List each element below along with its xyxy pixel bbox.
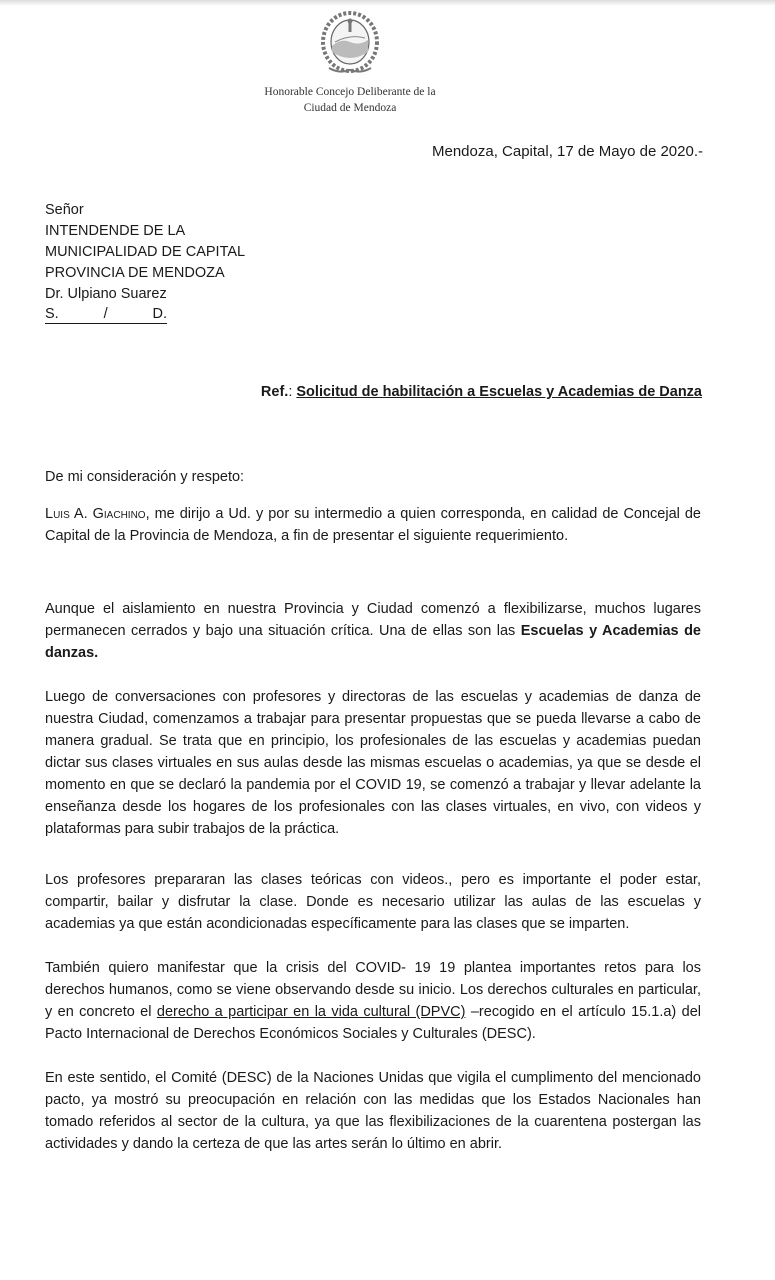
paragraph-4-after: –recogido en el artículo 15.1.a) del Pacto Internacional de Derechos Económicos Sociales y Culturales (DESC). — [45, 1004, 701, 1042]
paragraph-4-before: También quiero manifestar que la crisis del COVID- 19 19 plantea importantes retos para los derechos humanos, como se viene observando desde su inicio. Los derechos culturales en particular, y en concreto el — [45, 960, 701, 1020]
intro-paragraph — [45, 503, 701, 547]
sender-name: Luis A. Giachino — [45, 506, 146, 522]
recipient-title: Señor — [45, 202, 84, 218]
paragraph-4 — [45, 957, 701, 1045]
recipient-name: Dr. Ulpiano Suarez — [45, 286, 167, 302]
sd-closing — [45, 305, 167, 324]
recipient-municipality: MUNICIPALIDAD DE CAPITAL — [45, 244, 246, 260]
institution-line-1: Honorable Concejo Deliberante de la — [264, 86, 436, 98]
paragraph-1 — [45, 598, 701, 664]
paragraph-2: Luego de conversaciones con profesores y directoras de las escuelas y academias de danza de nuestra Ciudad, comenzamos a trabajar para presentar propuestas que se pueda llevarse a cabo de manera gradual. Se trata que en principio, los profesionales de las escuelas y academias puedan dictar sus clases virtuales en sus aulas desde las mismas escuelas o academias, ya que se desde el momento en que se declaró la pandemia por el COVID 19, se comenzó a trabajar y llevar adelante la enseñanza desde los hogares de los profesionales con las clases virtuales, en vivo, con videos y plataformas para subir trabajos de la práctica. — [45, 689, 701, 837]
reference-subject: Solicitud de habilitación a Escuelas y Academias de Danza — [296, 384, 702, 400]
recipient-province: PROVINCIA DE MENDOZA — [45, 265, 225, 281]
institution-line-2: Ciudad de Mendoza — [303, 102, 397, 114]
paragraph-1-bold: Escuelas y Academias de danzas. — [45, 623, 701, 661]
paragraph-3: Los profesores prepararan las clases teóricas con videos., pero es importante el poder estar, compartir, bailar y disfrutar la clase. Donde es necesario utilizar las aulas de las escuelas y academias ya que están acondicionadas específicamente para las clases que se imparten. — [45, 872, 701, 932]
sd-slash: / — [103, 306, 108, 322]
letter-date: Mendoza, Capital, 17 de Mayo de 2020.- — [431, 143, 703, 160]
reference-label: Ref. — [260, 384, 289, 400]
recipient-position: INTENDENDE DE LA — [45, 223, 186, 239]
paragraph-4-underlined: derecho a participar en la vida cultural (DPVC) — [156, 1004, 466, 1020]
institution-name — [240, 84, 460, 116]
recipient-block — [45, 200, 245, 324]
reference-line — [261, 384, 702, 400]
coat-of-arms-icon — [315, 8, 385, 80]
salutation: De mi consideración y respeto: — [45, 469, 245, 485]
letterhead — [240, 8, 460, 116]
paragraph-1-text: Aunque el aislamiento en nuestra Provincia y Ciudad comenzó a flexibilizarse, muchos lugares permanecen cerrados y bajo una situación crítica. Una de ellas son las — [45, 601, 701, 639]
reference-colon: : — [288, 384, 293, 400]
sd-s: S. — [45, 306, 59, 322]
sd-d: D. — [152, 306, 167, 322]
intro-text: , me dirijo a Ud. y por su intermedio a quien corresponda, en calidad de Concejal de Capital de la Provincia de Mendoza, a fin de presentar el siguiente requerimiento. — [45, 506, 701, 544]
top-shadow — [0, 0, 775, 6]
paragraph-5: En este sentido, el Comité (DESC) de la Naciones Unidas que vigila el cumplimento del mencionado pacto, ya mostró su preocupación en relación con las medidas que los Estados Nacionales han tomado referidos al sector de la cultura, ya que las flexibilizaciones de la cuarentena postergan las actividades y dando la certeza de que las artes serán lo último en abrir. — [45, 1070, 701, 1152]
